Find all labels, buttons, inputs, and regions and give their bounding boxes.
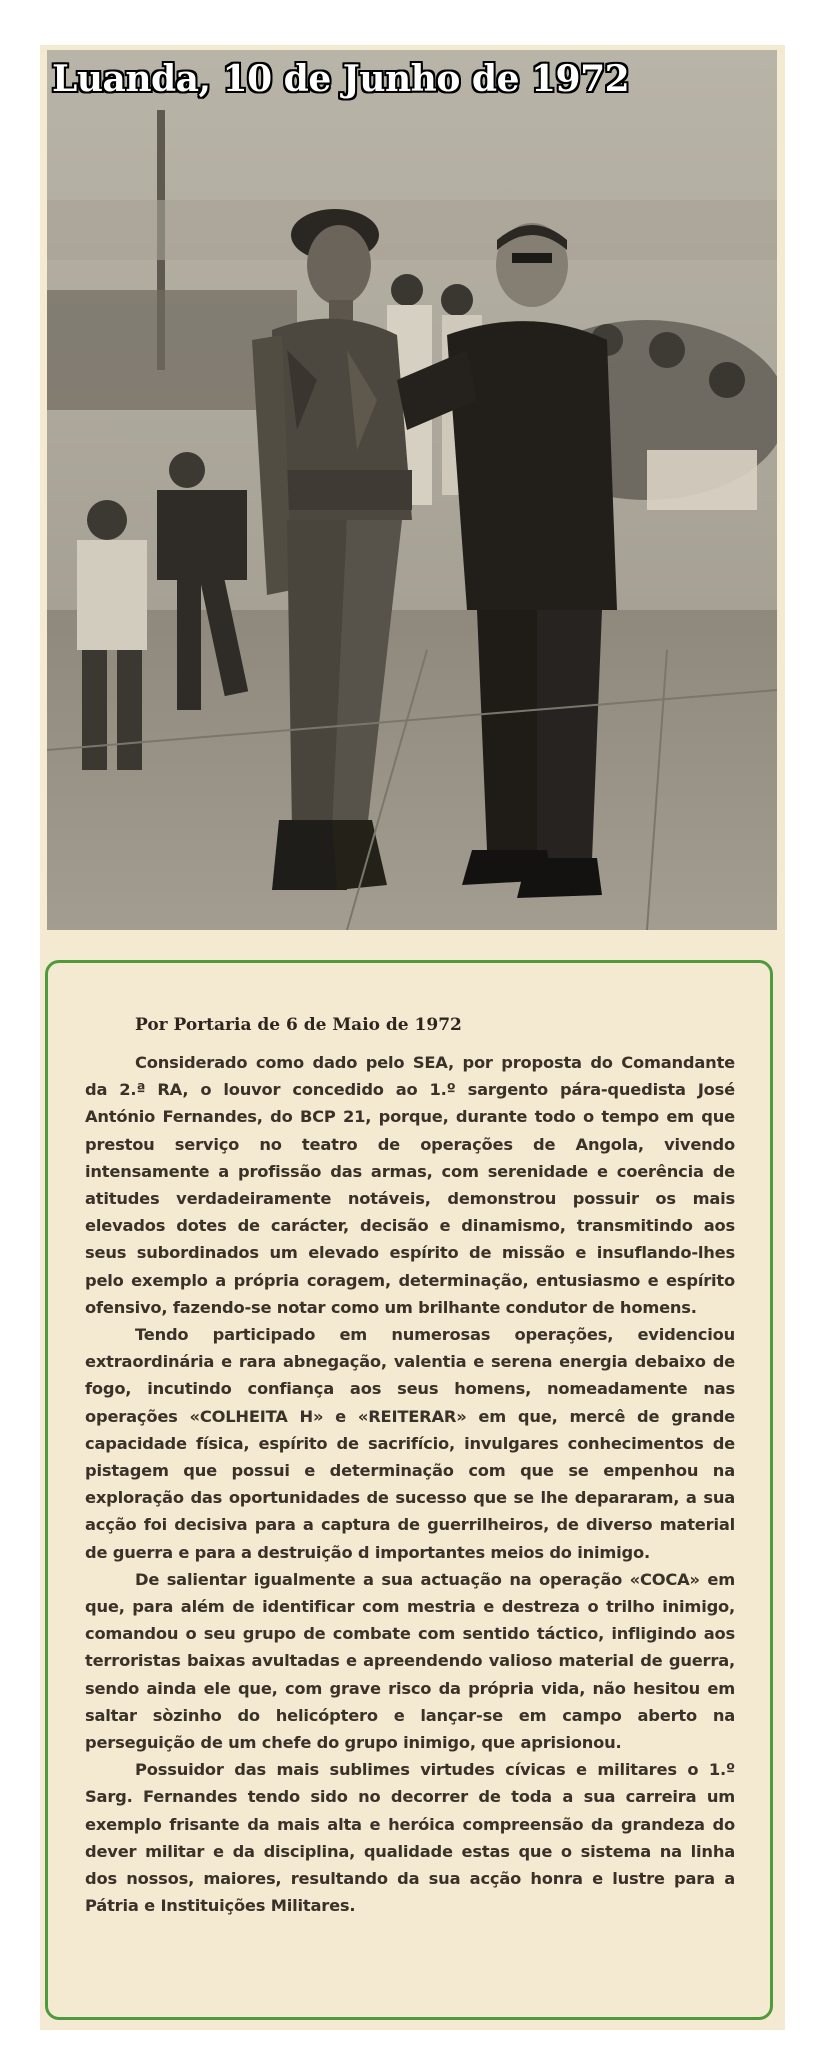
- article-paragraph: De salientar igualmente a sua actuação na operação «COCA» em que, para além de identificar com mestria e destreza o trilho inimigo, comandou o seu grupo de combate com sentido táctico, infligindo aos terroristas baixas avultadas e apreendendo valioso material de guerra, sendo ainda ele que, com grave risco da própria vida, não hesitou em saltar sòzinho do helicóptero e lançar-se em campo aberto na perseguição de um chefe do grupo inimigo, que aprisionou.: [85, 1569, 735, 1753]
- article-heading: Por Portaria de 6 de Maio de 1972: [135, 1015, 462, 1035]
- ceremony-photo-illustration: [47, 50, 777, 930]
- article-paragraph: Considerado como dado pelo SEA, por proposta do Comandante da 2.ª RA, o louvor concedido ao 1.º sargento pára-quedista José António Fernandes, do BCP 21, porque, durante todo o tempo em que prestou serviço no teatro de operações de Angola, vivendo intensamente a profissão das armas, com serenidade e coerência de atitudes verdadeiramente notáveis, demonstrou possuir os mais elevados dotes de carácter, decisão e dinamismo, transmitindo aos seus subordinados um elevado espírito de missão e insuflando-lhes pelo exemplo a própria coragem, determinação, entusiasmo e espírito ofensivo, fazendo-se notar como um brilhante condutor de homens.: [85, 1053, 735, 1317]
- photo-caption: Luanda, 10 de Junho de 1972: [52, 58, 630, 100]
- newspaper-clipping: [40, 45, 785, 2030]
- article-paragraph: Tendo participado em numerosas operações, evidenciou extraordinária e rara abnegação, valentia e serena energia debaixo de fogo, incutindo confiança aos seus homens, nomeadamente nas operações «COLHEITA H» e «REITERAR» em que, mercê de grande capacidade física, espírito de sacrifício, invulgares conhecimentos de pistagem que possui e determinação com que se empenhou na exploração das oportunidades de sucesso que se lhe depararam, a sua acção foi decisiva para a captura de guerrilheiros, de diverso material de guerra e para a destruição d importantes meios do inimigo.: [85, 1325, 735, 1562]
- article-paragraph: Possuidor das mais sublimes virtudes cívicas e militares o 1.º Sarg. Fernandes tendo sido no decorrer de toda a sua carreira um exemplo frisante da mais alta e heróica compreensão da grandeza do dever militar e da disciplina, qualidade estas que o sistema na linha dos nossos, maiores, resultando da sua acção honra e lustre para a Pátria e Instituições Militares.: [85, 1760, 735, 1916]
- ceremony-photo: [47, 50, 777, 930]
- article-body: [85, 1015, 735, 1920]
